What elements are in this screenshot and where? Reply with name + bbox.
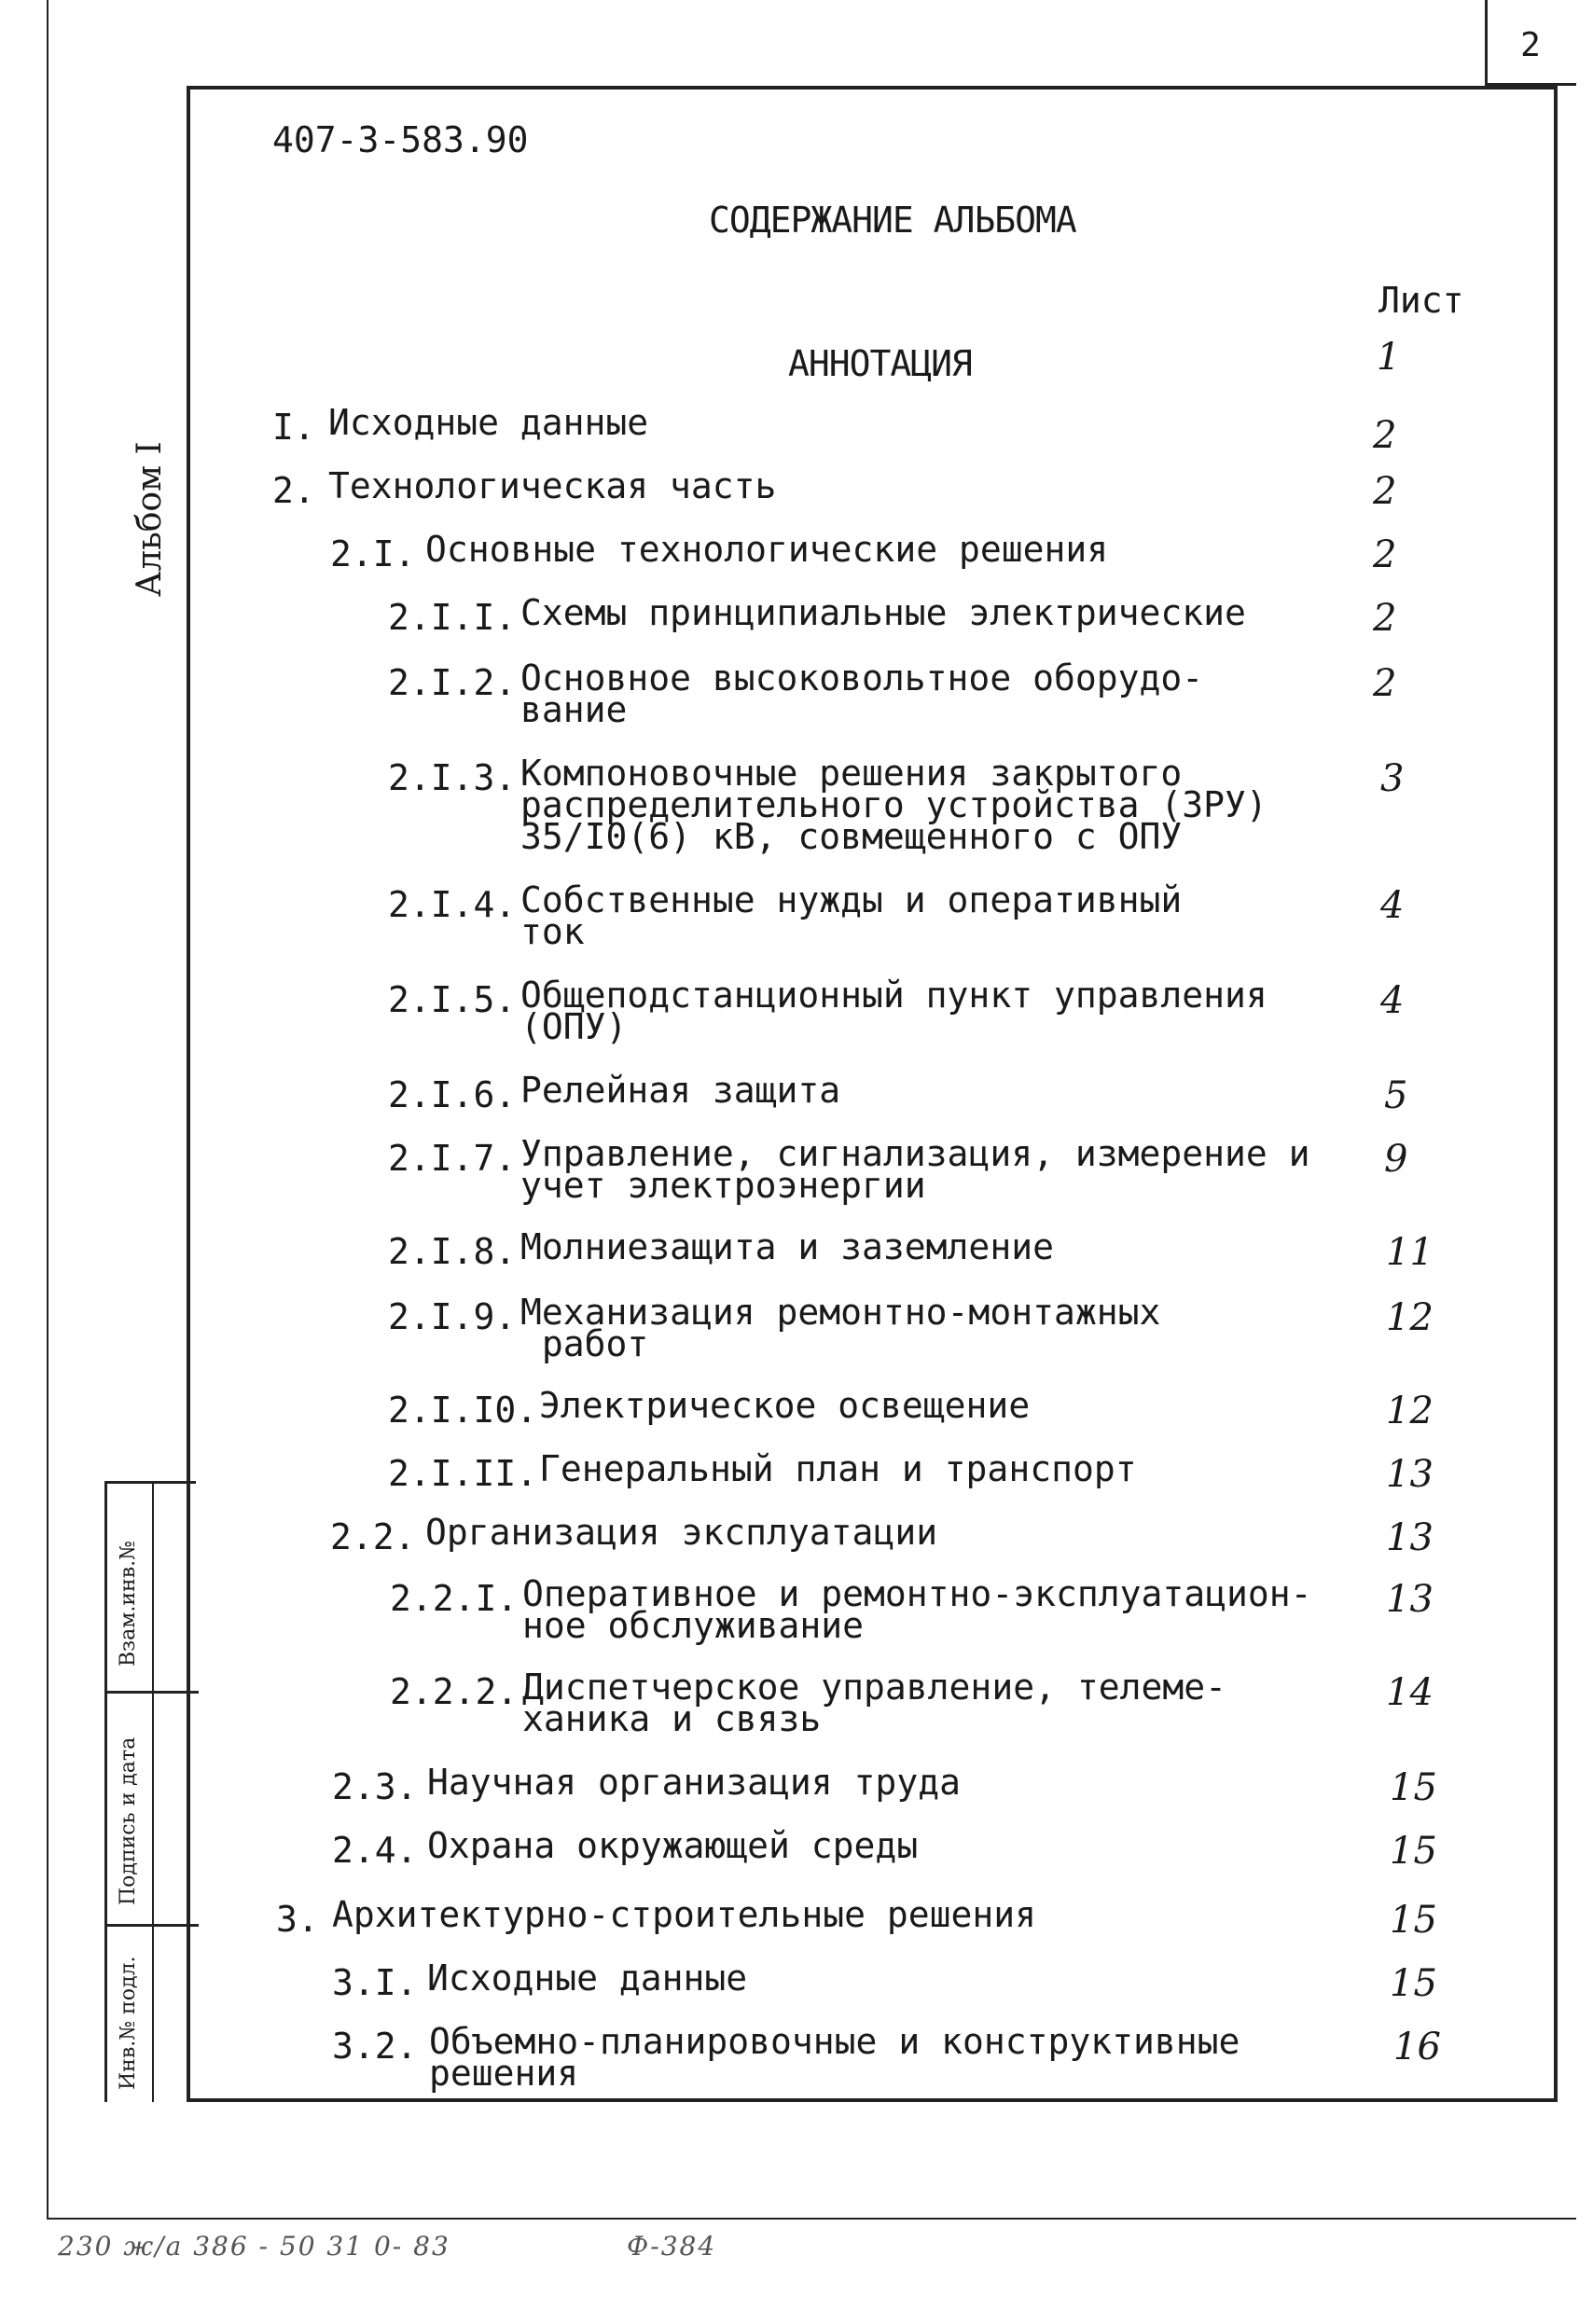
toc-entry-page: 16 [1393,2026,1441,2068]
annotation-page-number: 1 [1377,336,1401,379]
toc-entry-number: 2.2.I. [390,1578,519,1619]
stamp-divider [107,1691,199,1694]
toc-entry-title: Исходные данные [427,1957,748,1999]
stamp-signature-date: Подпись и дата [117,1736,140,1905]
toc-entry-page: 12 [1386,1390,1434,1432]
toc-entry-page: 2 [1373,662,1397,705]
toc-entry-number: 2.I.7. [388,1138,517,1179]
toc-entry-page: 3 [1380,757,1405,800]
toc-entry-page: 2 [1373,414,1397,457]
toc-entry-page: 15 [1390,1830,1437,1873]
toc-entry-number: 2.I.6. [388,1074,517,1115]
toc-entry-title: Собственные нужды и оперативный ток [520,879,1183,952]
annotation-heading: АННОТАЦИЯ [788,343,972,384]
toc-entry-number: 2.I.I. [388,597,517,638]
toc-entry-title: Основные технологические решения [425,529,1109,570]
sheet-column-label: Лист [1378,280,1464,321]
toc-entry-number: 2.I.2. [388,662,517,703]
toc-entry-page: 15 [1390,1766,1437,1809]
footer-format-note: Ф-384 [627,2231,717,2262]
toc-entry-title: Молниезащита и заземление [520,1226,1054,1267]
toc-entry-page: 9 [1384,1138,1408,1181]
document-code: 407-3-583.90 [272,119,529,160]
page-title: СОДЕРЖАНИЕ АЛЬБОМА [709,200,1076,241]
toc-entry-number: 2.I.3. [388,757,517,798]
toc-entry-number: 2.4. [332,1830,418,1871]
toc-entry-title: Компоновочные решения закрытого распределительного устройства (ЗРУ) 35/I0(6) кВ, совмещенного с ОПУ [520,753,1267,857]
toc-entry-number: 2. [272,470,315,511]
toc-entry-number: 2.I.9. [388,1296,517,1337]
stamp-divider [107,1924,199,1927]
toc-entry-title: Схемы принципиальные электрические [520,592,1246,633]
stamp-exchange-inv: Взам.инв.№ [117,1541,140,1667]
toc-entry-number: 3.I. [332,1962,418,2003]
toc-entry-number: 2.I.II. [388,1453,538,1494]
toc-entry-number: 2.I.4. [388,884,517,925]
toc-entry-number: 3.2. [332,2026,418,2067]
toc-entry-title: Релейная защита [520,1070,841,1111]
toc-entry-number: 2.I. [330,533,416,574]
toc-entry-title: Диспетчерское управление, телеме- ханика и связь [522,1667,1226,1739]
toc-entry-title: Исходные данные [328,402,649,443]
toc-entry-title: Организация эксплуатации [425,1512,938,1553]
toc-entry-title: Архитектурно-строительные решения [332,1894,1036,1935]
toc-entry-page: 4 [1380,884,1405,927]
side-stamp [104,1481,196,2102]
album-label: Альбом I [131,441,169,597]
toc-entry-title: Основное высоковольтное оборудо- вание [520,657,1204,730]
toc-entry-number: 2.I.I0. [388,1390,538,1431]
stamp-inv-original: Инв.№ подл. [117,1956,140,2090]
toc-entry-title: Механизация ремонтно-монтажных работ [520,1292,1161,1364]
toc-entry-title: Электрическое освещение [539,1385,1031,1426]
footer-archive-note: 230 ж/а 386 - 50 31 0- 83 [58,2231,450,2262]
toc-entry-number: 2.I.8. [388,1231,517,1272]
toc-entry-page: 11 [1386,1231,1434,1274]
toc-entry-page: 2 [1373,470,1397,513]
toc-entry-page: 5 [1384,1074,1408,1117]
toc-entry-page: 15 [1390,1962,1437,2005]
toc-entry-title: Генеральный план и транспорт [539,1448,1137,1489]
toc-entry-number: 2.I.5. [388,979,517,1020]
page-number: 2 [1520,26,1541,64]
toc-entry-page: 14 [1386,1671,1434,1714]
toc-entry-page: 13 [1386,1516,1434,1559]
toc-entry-title: Научная организация труда [427,1762,961,1803]
toc-entry-title: Охрана окружающей среды [427,1825,919,1866]
toc-entry-title: Объемно-планировочные и конструктивные решения [429,2021,1240,2094]
toc-entry-page: 15 [1390,1899,1437,1942]
toc-entry-page: 2 [1373,597,1397,640]
toc-entry-page: 2 [1373,533,1397,576]
toc-entry-number: 3. [276,1899,319,1940]
toc-entry-number: 2.3. [332,1766,418,1807]
toc-entry-number: 2.2. [330,1516,416,1557]
toc-entry-number: I. [272,407,315,448]
stamp-divider-vertical [152,1484,154,2102]
toc-entry-number: 2.2.2. [390,1671,519,1712]
toc-entry-title: Управление, сигнализация, измерение и учет электроэнергии [520,1133,1310,1206]
toc-entry-page: 13 [1386,1453,1434,1496]
toc-entry-title: Общеподстанционный пункт управления (ОПУ) [520,975,1267,1047]
toc-entry-page: 4 [1380,979,1405,1022]
toc-entry-title: Технологическая часть [328,465,777,506]
toc-entry-page: 13 [1386,1578,1434,1621]
toc-entry-page: 12 [1386,1296,1434,1339]
toc-entry-title: Оперативное и ремонтно-эксплуатацион- ное обслуживание [522,1573,1312,1646]
